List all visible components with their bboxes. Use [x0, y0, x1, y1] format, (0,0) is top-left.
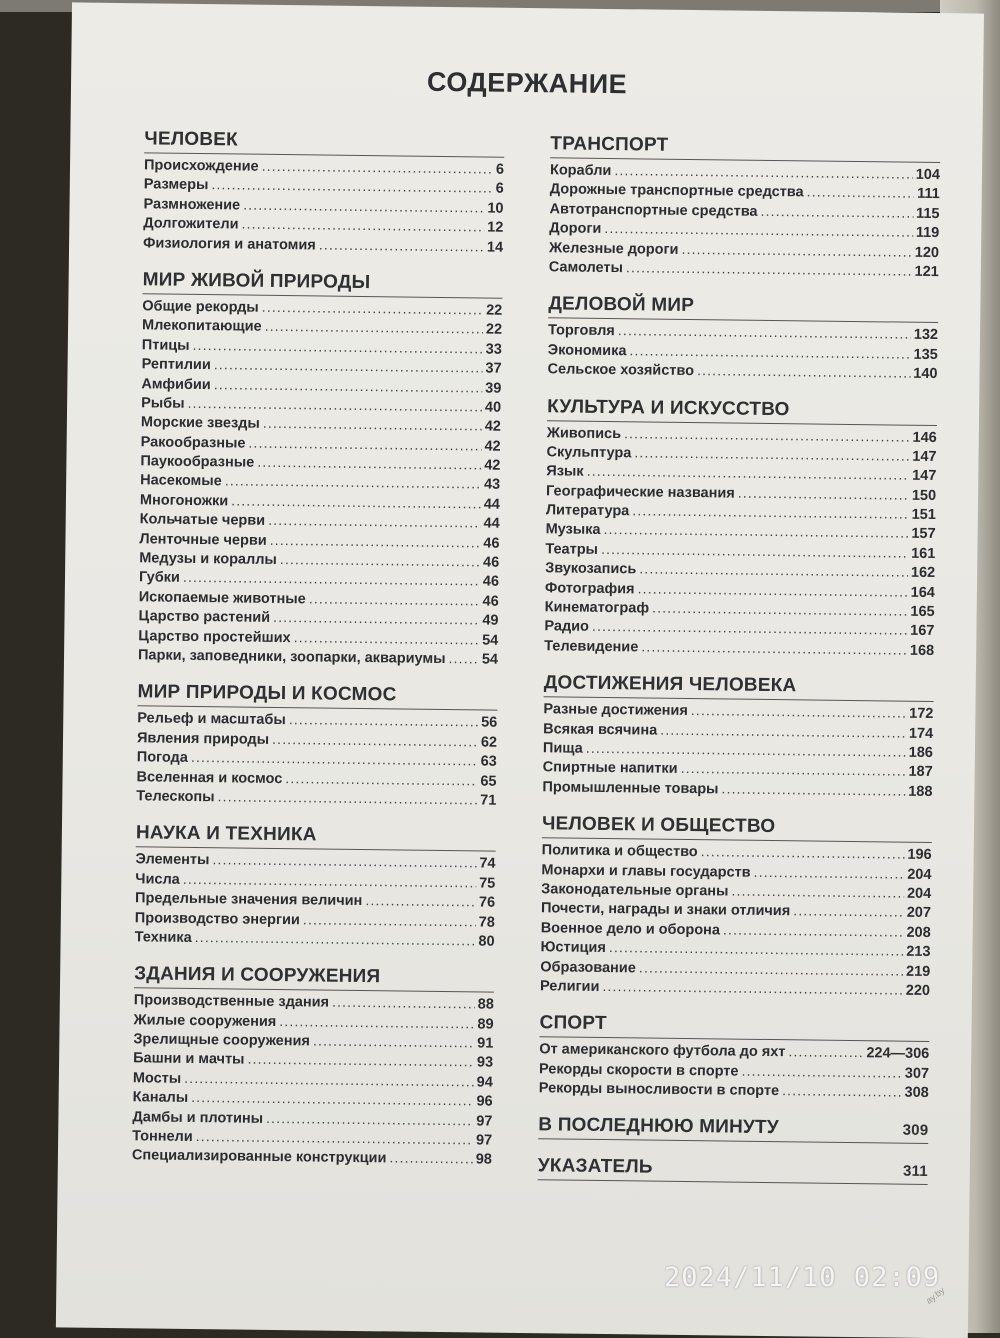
toc-entry-page: 219: [905, 963, 931, 980]
dot-leader: [280, 551, 480, 573]
section-heading-text: УКАЗАТЕЛЬ: [537, 1155, 653, 1179]
section-page-number: 309: [902, 1122, 929, 1140]
toc-entry: [136, 787, 496, 811]
toc-entry-label: Ракообразные: [140, 433, 246, 452]
toc-entry-page: 78: [478, 913, 495, 931]
toc-entry-page: 33: [485, 341, 502, 358]
toc-entry-label: Рельеф и масштабы: [137, 710, 286, 729]
toc-entry-page: 174: [908, 725, 934, 742]
section-heading: [542, 813, 932, 843]
toc-entry-page: 213: [906, 943, 931, 961]
dot-leader: [741, 1062, 902, 1083]
toc-entry-label: Промышленные товары: [542, 779, 719, 798]
toc-section: [538, 1115, 928, 1145]
toc-entry-page: 93: [476, 1054, 494, 1072]
toc-entry-page: 120: [914, 244, 940, 261]
toc-entry-label: Музыка: [545, 521, 601, 539]
dot-leader: [723, 921, 904, 943]
toc-entry-page: 208: [906, 924, 931, 941]
toc-entry-label: Техника: [134, 929, 192, 946]
toc-entry-label: Звукозапись: [545, 560, 637, 578]
toc-entry-page: 89: [477, 1016, 494, 1033]
toc-entry-page: 146: [912, 429, 937, 446]
dot-leader: [782, 1082, 902, 1103]
toc-entry-label: Губки: [138, 569, 180, 587]
section-heading: [144, 128, 504, 157]
dot-leader: [806, 184, 914, 205]
section-heading-text: ДЕЛОВОЙ МИР: [548, 293, 695, 317]
toc-entry-page: 14: [486, 239, 504, 256]
toc-entry-page: 204: [906, 885, 932, 902]
toc-entry-label: Амфибии: [141, 375, 211, 393]
dot-leader: [303, 911, 476, 933]
toc-entry-label: Общие рекорды: [142, 298, 259, 316]
toc-entry-page: 42: [484, 438, 501, 455]
toc-entry-page: 76: [478, 894, 496, 911]
page-title: СОДЕРЖАНИЕ: [426, 66, 628, 100]
dot-leader: [691, 702, 907, 724]
toc-section: [549, 133, 941, 282]
dot-leader: [285, 770, 477, 792]
toc-entry-label: Явления природы: [136, 730, 270, 748]
toc-entry-page: 96: [476, 1093, 493, 1110]
toc-entry: [540, 977, 930, 1001]
toc-entry-page: 80: [478, 933, 495, 950]
dot-leader: [268, 512, 481, 534]
toc-entry-label: Царство растений: [138, 608, 271, 627]
dot-leader: [721, 780, 905, 802]
toc-entry: [544, 637, 934, 661]
toc-entry-label: Парки, заповедники, зоопарки, аквариумы: [137, 647, 446, 668]
dot-leader: [262, 299, 484, 321]
toc-section: [544, 396, 937, 661]
toc-entry-page: 75: [479, 875, 496, 892]
toc-entry-label: Разные достижения: [543, 701, 688, 720]
toc-entry-label: Телескопы: [136, 788, 215, 806]
toc-entry-page: 121: [914, 263, 939, 280]
toc-entry-page: 187: [908, 764, 933, 781]
toc-entry-label: Театры: [545, 541, 599, 558]
toc-entry-page: 46: [482, 554, 500, 571]
toc-entry-label: Военное дело и оборона: [540, 919, 721, 939]
toc-entry-page: 161: [911, 545, 936, 562]
toc-entry-label: Элементы: [135, 851, 210, 869]
toc-entry-label: Сельское хозяйство: [547, 361, 695, 380]
left-column: [132, 128, 505, 1186]
dot-leader: [264, 318, 483, 340]
toc-entry-page: 132: [913, 327, 939, 344]
dot-leader: [266, 1110, 473, 1132]
section-heading: [544, 672, 934, 702]
section-heading-text: КУЛЬТУРА И ИСКУССТВО: [547, 395, 790, 420]
dot-leader: [760, 203, 913, 224]
toc-entry-page: 6: [495, 161, 505, 178]
toc-entry-page: 63: [480, 753, 497, 770]
toc-entry-label: Дороги: [549, 220, 602, 238]
toc-entry-page: 6: [495, 181, 504, 198]
section-heading: [547, 396, 937, 426]
toc-entry-label: Размножение: [143, 196, 241, 214]
section-heading-text: НАУКА И ТЕХНИКА: [135, 822, 317, 846]
dot-leader: [626, 259, 912, 282]
dot-leader: [195, 929, 476, 952]
toc-entry-page: 135: [913, 346, 938, 363]
toc-entry: [132, 1147, 492, 1171]
toc-entry-page: 157: [911, 526, 936, 543]
dot-leader: [217, 788, 477, 811]
toc-entry-label: Дамбы и плотины: [132, 1108, 264, 1127]
toc-entry-label: Автотранспортные средства: [549, 201, 758, 220]
toc-entry-page: 54: [481, 651, 499, 668]
toc-entry-label: Жилые сооружения: [133, 1011, 277, 1030]
toc-entry-label: Тоннели: [132, 1128, 193, 1146]
toc-entry-page: 54: [482, 632, 499, 649]
toc-entry: [138, 646, 498, 670]
toc-entry-label: Географические названия: [546, 482, 735, 502]
section-heading: [538, 1156, 928, 1186]
toc-entry-page: 104: [915, 166, 941, 184]
toc-entry-label: Производство энергии: [134, 909, 300, 928]
toc-entry-label: Царство простейших: [138, 627, 291, 646]
toc-entry-page: 224—306: [866, 1045, 930, 1063]
toc-entry-page: 150: [911, 487, 937, 504]
dot-leader: [697, 362, 911, 384]
toc-entry-page: 94: [476, 1074, 493, 1091]
toc-entry-page: 74: [479, 855, 496, 872]
section-heading-text: МИР ЖИВОЙ ПРИРОДЫ: [142, 269, 371, 294]
toc-entry-page: 119: [915, 224, 940, 242]
toc-entry-label: Долгожители: [143, 215, 239, 233]
toc-entry-label: Погода: [136, 749, 188, 767]
toc-entry-label: Дорожные транспортные средства: [549, 181, 804, 201]
toc-entry-label: Зрелищные сооружения: [133, 1031, 311, 1050]
toc-entry-page: 88: [477, 996, 494, 1013]
toc-entry: [542, 778, 932, 802]
toc-entry-label: Самолеты: [548, 259, 624, 277]
section-heading-text: ЧЕЛОВЕК И ОБЩЕСТВО: [541, 813, 776, 838]
toc-entry: [547, 360, 937, 384]
dot-leader: [788, 1044, 863, 1064]
toc-entry: [549, 258, 939, 282]
toc-entry-page: 42: [484, 418, 501, 435]
toc-entry-label: Мосты: [132, 1070, 182, 1087]
section-heading-text: ДОСТИЖЕНИЯ ЧЕЛОВЕКА: [543, 672, 797, 697]
toc-entry-label: Литература: [545, 502, 630, 520]
dot-leader: [793, 903, 904, 924]
toc-entry-label: Происхождение: [143, 157, 259, 175]
toc-entry-label: Скульптура: [546, 444, 632, 462]
toc-entry-label: Живопись: [546, 424, 622, 442]
section-heading: [538, 1115, 928, 1145]
toc-entry-page: 22: [485, 321, 503, 339]
dot-leader: [309, 590, 480, 611]
toc-entry-page: 172: [909, 705, 934, 723]
toc-entry-page: 188: [908, 783, 933, 800]
dot-leader: [270, 532, 481, 554]
toc-entry-page: 186: [908, 744, 934, 761]
toc-entry-label: Физиология и анатомия: [143, 234, 316, 253]
toc-entry-label: Железные дороги: [548, 239, 679, 258]
toc-entry-label: Рекорды скорости в спорте: [538, 1060, 739, 1080]
section-heading: [134, 964, 494, 993]
toc-entry-label: Фотография: [544, 579, 635, 597]
toc-entry-label: Многоножки: [139, 492, 229, 510]
toc-entry-page: 204: [907, 866, 932, 883]
toc-entry-label: Корабли: [549, 162, 612, 180]
toc-entry-label: Экономика: [547, 342, 627, 359]
document-page: [56, 2, 984, 1338]
toc-entry-label: Политика и общество: [541, 842, 698, 861]
toc-entry-page: 167: [910, 623, 935, 640]
section-heading-text: СПОРТ: [539, 1012, 607, 1035]
toc-entry-label: Религии: [539, 978, 600, 995]
toc-entry-label: Птицы: [141, 337, 190, 354]
toc-entry-label: Паукообразные: [140, 453, 255, 471]
toc-entry-label: Язык: [546, 463, 584, 481]
toc-entry-label: Юстиция: [540, 939, 606, 957]
toc-entry-label: Производственные здания: [133, 992, 330, 1011]
toc-entry-label: Законодательные органы: [541, 881, 729, 900]
toc-section: [138, 269, 503, 670]
toc-entry-page: 46: [482, 573, 500, 591]
toc-entry-label: Образование: [540, 958, 636, 976]
dot-leader: [289, 712, 479, 734]
toc-entry-label: Морские звезды: [140, 414, 260, 433]
toc-entry-label: Телевидение: [544, 638, 639, 656]
dot-leader: [263, 415, 482, 437]
dot-leader: [592, 618, 907, 641]
toc-entry-page: 39: [485, 380, 502, 397]
section-heading: [548, 294, 938, 324]
toc-entry-page: 44: [483, 515, 500, 532]
toc-entry-page: 196: [907, 846, 932, 864]
dot-leader: [313, 1033, 475, 1054]
dot-leader: [731, 882, 904, 904]
toc-section: [132, 964, 494, 1171]
toc-section: [547, 294, 938, 385]
dot-leader: [602, 978, 903, 1001]
dot-leader: [273, 609, 480, 631]
toc-entry-page: 115: [916, 205, 940, 222]
toc-section: [542, 672, 933, 802]
toc-entry-page: 307: [904, 1065, 930, 1082]
toc-entry: [134, 928, 494, 952]
dot-leader: [293, 629, 479, 651]
toc-entry-label: Специализированные конструкции: [131, 1147, 387, 1167]
toc-entry: [539, 1079, 929, 1103]
dot-leader: [272, 731, 478, 753]
toc-entry-label: Ленточные черви: [139, 530, 267, 549]
toc-entry-label: Кольчатые черви: [139, 511, 266, 530]
toc-entry-label: Размеры: [143, 176, 209, 194]
toc-entry-label: Монархи и главы государств: [541, 861, 751, 881]
section-heading: [137, 682, 497, 711]
section-heading-text: ЗДАНИЯ И СООРУЖЕНИЯ: [134, 963, 381, 988]
toc-entry-page: 43: [483, 476, 501, 494]
toc-entry-page: 71: [480, 792, 497, 809]
section-heading: [142, 269, 502, 298]
toc-section: [538, 1156, 928, 1186]
toc-section: [143, 128, 504, 257]
watermark: ay.by: [924, 1285, 947, 1306]
section-heading-text: ЧЕЛОВЕК: [144, 128, 239, 151]
toc-entry-label: Рептилии: [141, 356, 211, 374]
section-heading: [539, 1012, 929, 1042]
section-page-number: 311: [902, 1163, 928, 1181]
section-heading: [136, 823, 496, 852]
toc-entry-label: Почести, награды и знаки отличия: [540, 900, 791, 920]
dot-leader: [365, 892, 476, 913]
toc-entry-label: Торговля: [547, 322, 615, 340]
toc-entry-label: Радио: [544, 618, 590, 636]
toc-entry-label: Всякая всячина: [543, 720, 658, 739]
toc-entry-page: 37: [485, 360, 502, 377]
toc-entry-page: 98: [475, 1151, 493, 1169]
toc-entry-page: 49: [482, 612, 499, 629]
dot-leader: [389, 1150, 473, 1170]
dot-leader: [448, 650, 479, 670]
toc-entry-label: Ископаемые животные: [138, 589, 306, 608]
section-heading-text: ТРАНСПОРТ: [550, 133, 669, 156]
toc-entry-page: 164: [910, 584, 935, 601]
toc-entry-page: 220: [905, 982, 931, 999]
dot-leader: [319, 236, 484, 257]
toc-entry-label: Рекорды выносливости в спорте: [538, 1080, 780, 1100]
toc-entry-label: От американского футбола до яхт: [539, 1041, 786, 1061]
toc-entry-label: Пища: [542, 740, 583, 757]
toc-entry-page: 147: [912, 468, 937, 485]
toc-entry-page: 165: [910, 603, 935, 621]
toc-entry: [143, 234, 503, 258]
dot-leader: [738, 484, 909, 505]
toc-entry-page: 140: [913, 365, 938, 383]
toc-entry-label: Кинематограф: [544, 599, 650, 617]
toc-entry-label: Башни и мачты: [133, 1050, 245, 1069]
toc-entry-page: 91: [477, 1035, 494, 1052]
dot-leader: [641, 638, 907, 661]
section-heading-text: В ПОСЛЕДНЮЮ МИНУТУ: [538, 1114, 779, 1139]
toc-entry-page: 56: [481, 714, 498, 732]
toc-entry-label: Вселенная и космос: [136, 768, 283, 787]
toc-section: [134, 823, 495, 952]
toc-entry-page: 46: [482, 593, 499, 610]
toc-entry-page: 62: [480, 734, 498, 751]
dot-leader: [279, 1013, 474, 1035]
toc-entry-page: 97: [476, 1113, 493, 1130]
toc-entry-label: Спиртные напитки: [542, 759, 678, 778]
toc-entry-page: 40: [484, 399, 502, 416]
toc-entry-page: 207: [906, 905, 932, 922]
toc-entry-page: 111: [917, 186, 940, 203]
toc-entry-page: 162: [910, 564, 936, 582]
dot-leader: [701, 843, 905, 865]
toc-section: [136, 682, 497, 811]
toc-entry-label: Млекопитающие: [141, 317, 262, 336]
toc-entry-page: 65: [480, 773, 497, 790]
section-heading-text: МИР ПРИРОДЫ И КОСМОС: [137, 681, 397, 706]
dot-leader: [753, 863, 904, 884]
toc-section: [539, 1012, 930, 1103]
toc-entry-page: 10: [487, 200, 504, 217]
section-heading: [550, 133, 940, 163]
right-column: [537, 133, 940, 1201]
toc-section: [540, 813, 932, 1001]
toc-entry-page: 42: [484, 457, 501, 474]
toc-entry-page: 151: [911, 506, 936, 524]
toc-entry-label: Рыбы: [141, 395, 185, 412]
photo-timestamp: 2024/11/10 02:09: [664, 1262, 941, 1293]
toc-entry-page: 44: [483, 496, 501, 513]
toc-entry-label: Числа: [135, 870, 180, 888]
toc-entry-label: Каналы: [132, 1089, 189, 1107]
toc-entry-label: Медузы и кораллы: [139, 550, 277, 569]
toc-entry-label: Предельные значения величин: [134, 890, 363, 910]
toc-entry-page: 147: [912, 448, 937, 465]
toc-entry-page: 46: [483, 535, 500, 552]
toc-entry-page: 168: [909, 642, 935, 659]
toc-entry-label: Насекомые: [140, 472, 222, 490]
toc-entry-page: 12: [487, 219, 504, 236]
toc-entry-page: 97: [475, 1132, 493, 1149]
toc-entry-page: 22: [486, 302, 503, 319]
dot-leader: [332, 994, 475, 1015]
toc-entry-page: 308: [904, 1084, 929, 1102]
